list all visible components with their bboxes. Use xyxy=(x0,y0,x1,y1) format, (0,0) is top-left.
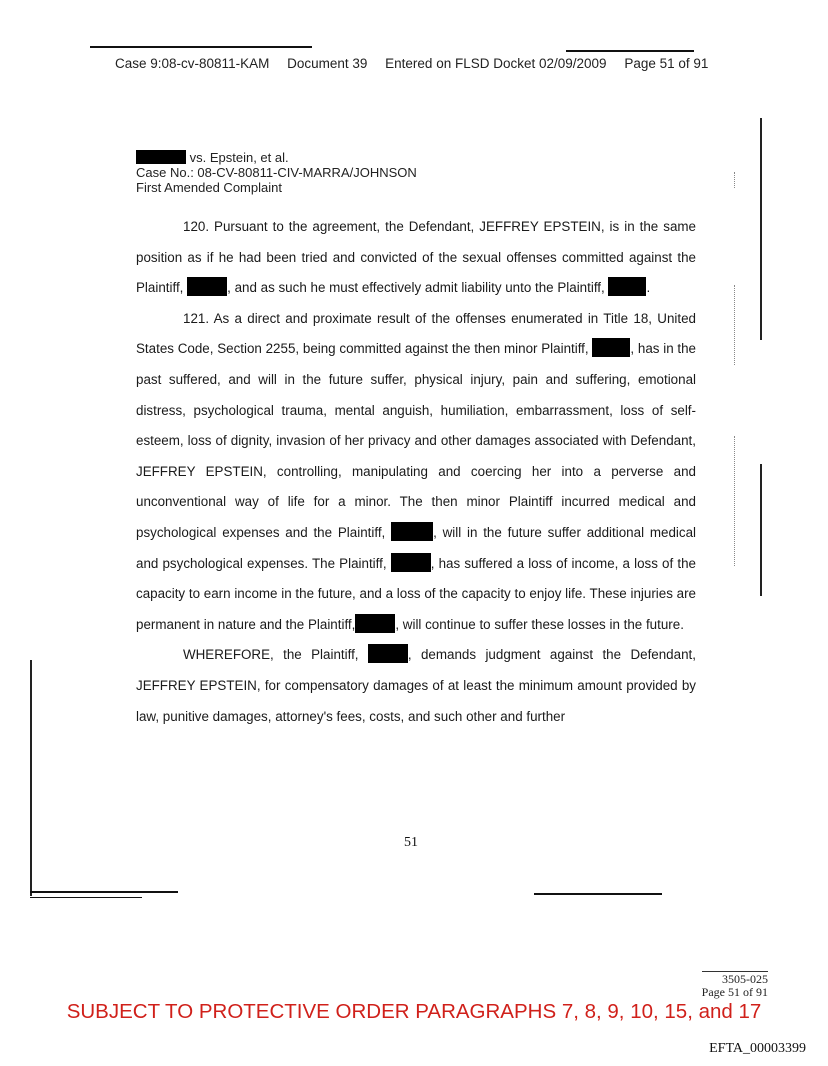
entered-date: Entered on FLSD Docket 02/09/2009 xyxy=(385,56,607,71)
right-margin-dots-3 xyxy=(734,436,735,566)
page-number: 51 xyxy=(404,835,418,850)
right-margin-dots-1 xyxy=(734,172,735,188)
redaction-box xyxy=(355,614,395,633)
top-left-rule xyxy=(90,46,312,48)
complaint-body xyxy=(136,212,696,732)
case-caption xyxy=(136,150,417,195)
bottom-right-rule xyxy=(534,893,662,895)
wherefore-clause: WHEREFORE, the Plaintiff, , demands judgment against the Defendant, JEFFREY EPSTEIN, for compensatory damages of at least the minimum amount provided by law, punitive damages, attorney's fees, costs, and such other and further xyxy=(136,640,696,732)
left-margin-line xyxy=(30,660,32,896)
redaction-box xyxy=(391,553,431,572)
redaction-box xyxy=(592,338,630,357)
bates-page: Page 51 of 91 xyxy=(701,985,768,999)
case-style: vs. Epstein, et al. xyxy=(189,150,289,165)
redaction-box xyxy=(187,277,227,296)
bates-code: 3505-025 xyxy=(702,971,768,986)
docket-header xyxy=(115,56,708,71)
redaction-box xyxy=(368,644,408,663)
document-title: First Amended Complaint xyxy=(136,180,282,195)
document-number: Document 39 xyxy=(287,56,368,71)
top-right-rule xyxy=(566,50,694,52)
redaction-box xyxy=(136,150,186,164)
paragraph-120: 120. Pursuant to the agreement, the Defendant, JEFFREY EPSTEIN, is in the same position as if he had been tried and convicted of the sexual offenses committed against the Plaintiff, , and as such he must effectively admit liability unto the Plaintiff, . xyxy=(136,219,696,296)
case-number: Case 9:08-cv-80811-KAM xyxy=(115,56,270,71)
bottom-left-rule-1 xyxy=(30,891,178,893)
right-margin-line-2 xyxy=(760,464,762,596)
efta-id: EFTA_00003399 xyxy=(709,1041,806,1056)
bottom-left-rule-2 xyxy=(30,897,142,898)
redaction-box xyxy=(608,277,646,296)
bates-stamp xyxy=(702,971,768,999)
case-no: Case No.: 08-CV-80811-CIV-MARRA/JOHNSON xyxy=(136,165,417,180)
header-page: Page 51 of 91 xyxy=(624,56,709,71)
protective-order-notice: SUBJECT TO PROTECTIVE ORDER PARAGRAPHS 7, 8, 9, 10, 15, and 17 xyxy=(66,1000,762,1023)
right-margin-dots-2 xyxy=(734,285,735,365)
redaction-box xyxy=(391,522,433,541)
paragraph-121: 121. As a direct and proximate result of the offenses enumerated in Title 18, United States Code, Section 2255, being committed against the then minor Plaintiff, , has in the past suffered, and will in the future suffer, physical injury, pain and suffering, emotional distress, psychological trauma, mental anguish, humiliation, embarrassment, loss of self-esteem, loss of dignity, invasion of her privacy and other damages associated with Defendant, JEFFREY EPSTEIN, controlling, manipulating and coercing her into a perverse and unconventional way of life for a minor. The then minor Plaintiff incurred medical and psychological expenses and the Plaintiff, , will in the future suffer additional medical and psychological expenses. The Plaintiff, , has suffered a loss of income, a loss of the capacity to earn income in the future, and a loss of the capacity to enjoy life. These injuries are permanent in nature and the Plaintiff, , will continue to suffer these losses in the future. xyxy=(136,310,697,632)
right-margin-line-1 xyxy=(760,118,762,340)
